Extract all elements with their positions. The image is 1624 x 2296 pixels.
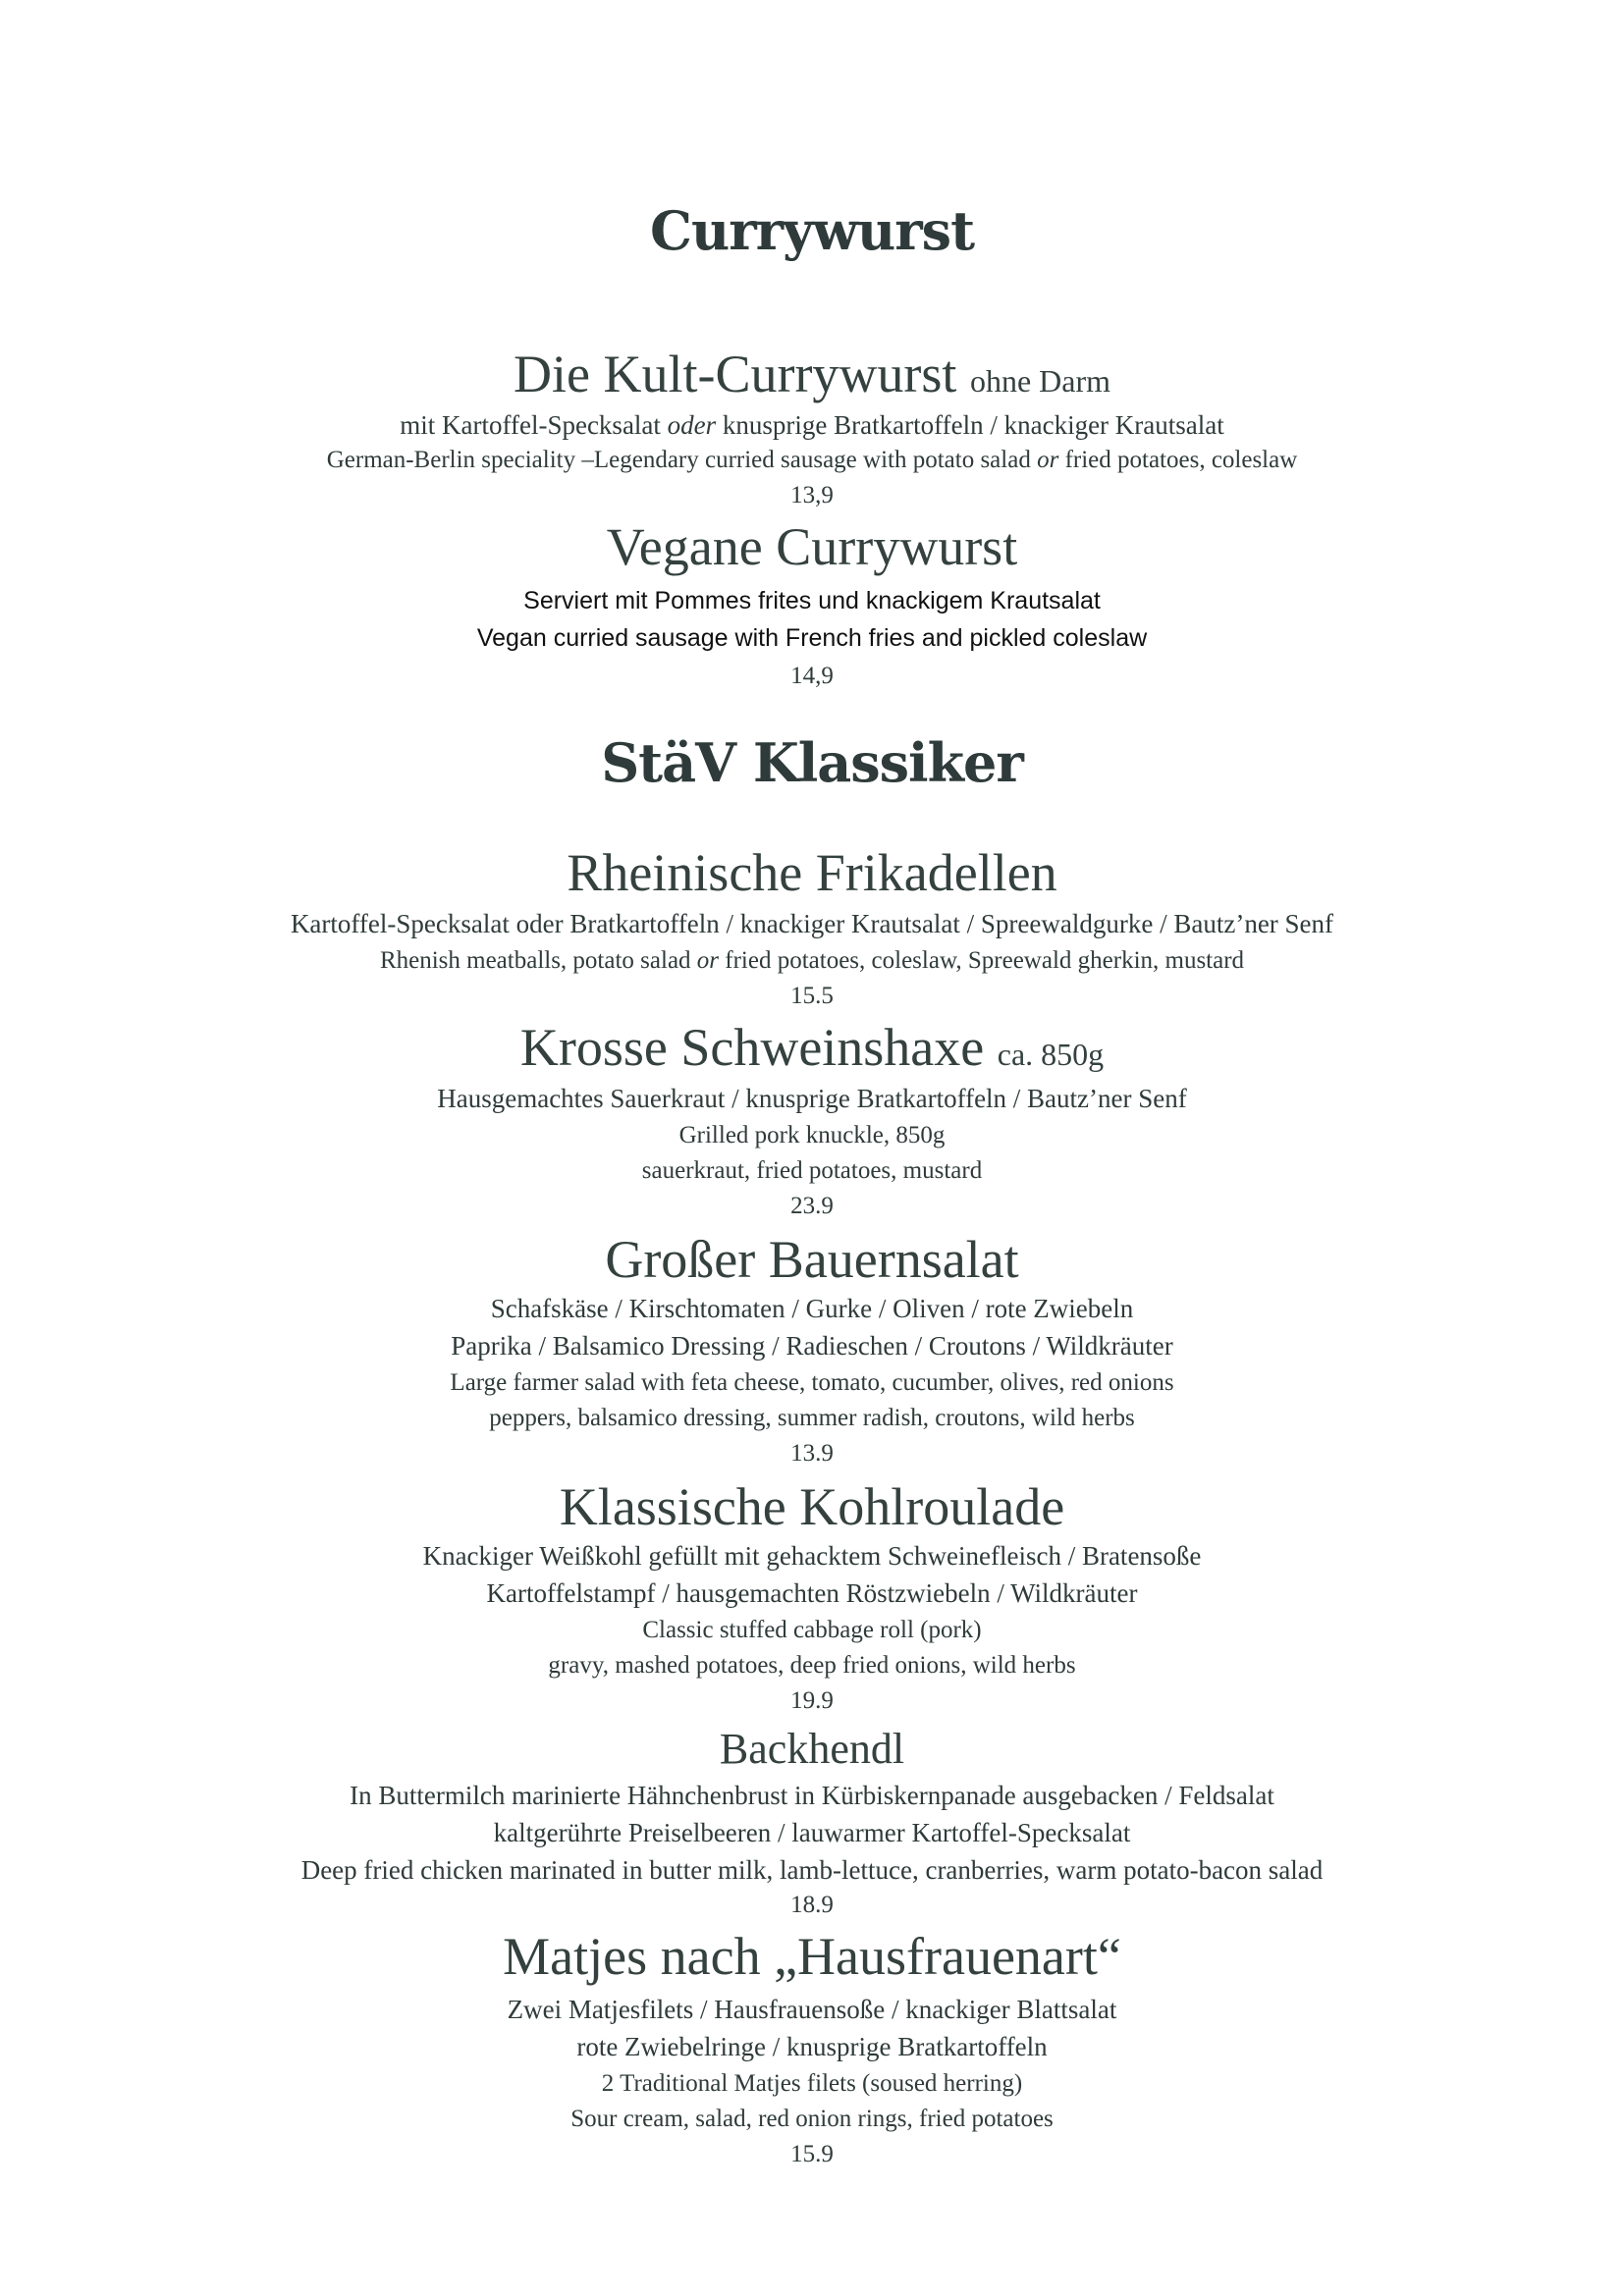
text-emphasis: oder xyxy=(667,410,717,440)
text-emphasis: or xyxy=(1037,447,1059,473)
dish-description-de: In Buttermilch marinierte Hähnchenbrust in Kürbiskernpanade ausgebacken / Feldsalat xyxy=(350,1781,1274,1810)
dish-description-de: Schafskäse / Kirschtomaten / Gurke / Oliven / rote Zwiebeln xyxy=(490,1294,1134,1323)
dish-name-vegane-currywurst: Vegane Currywurst xyxy=(606,517,1018,576)
dish-description-en: Sour cream, salad, red onion rings, fried potatoes xyxy=(570,2106,1054,2132)
dish-description-en: Classic stuffed cabbage roll (pork) xyxy=(642,1617,982,1643)
dish-price: 23.9 xyxy=(790,1193,834,1219)
text-part: German-Berlin speciality –Legendary curried sausage with potato salad xyxy=(326,447,1031,473)
dish-price: 13,9 xyxy=(790,482,834,508)
dish-name-kult-currywurst xyxy=(0,345,1624,403)
dish-description-en: Grilled pork knuckle, 850g xyxy=(678,1122,946,1148)
dish-description-en: peppers, balsamico dressing, summer radish, croutons, wild herbs xyxy=(489,1405,1135,1431)
dish-description-en: gravy, mashed potatoes, deep fried onions, wild herbs xyxy=(548,1652,1076,1679)
dish-price: 14,9 xyxy=(790,663,834,689)
text-part: Rhenish meatballs, potato salad xyxy=(379,947,691,974)
dish-description-en: Deep fried chicken marinated in butter milk, lamb-lettuce, cranberries, warm potato-bacon salad xyxy=(300,1855,1324,1885)
dish-description-de: Knackiger Weißkohl gefüllt mit gehacktem Schweinefleisch / Bratensoße xyxy=(422,1541,1202,1571)
dish-description-en: Vegan curried sausage with French fries and pickled coleslaw xyxy=(476,624,1148,652)
dish-name-matjes: Matjes nach „Hausfrauenart“ xyxy=(503,1927,1121,1986)
dish-price: 15.5 xyxy=(790,983,834,1009)
dish-note: ohne Darm xyxy=(969,363,1110,399)
text-part: knusprige Bratkartoffeln / knackiger Krautsalat xyxy=(722,410,1224,440)
dish-name-schweinshaxe xyxy=(0,1018,1624,1077)
dish-name-frikadellen: Rheinische Frikadellen xyxy=(567,843,1057,902)
dish-description-en xyxy=(0,948,1624,973)
dish-description-de: Zwei Matjesfilets / Hausfrauensoße / knackiger Blattsalat xyxy=(507,1995,1117,2024)
dish-price: 19.9 xyxy=(790,1687,834,1714)
dish-name-kohlroulade: Klassische Kohlroulade xyxy=(559,1477,1065,1536)
text-part: fried potatoes, coleslaw xyxy=(1064,447,1298,473)
dish-description-en: 2 Traditional Matjes filets (soused herring) xyxy=(601,2070,1023,2097)
dish-description-en xyxy=(0,448,1624,472)
dish-description-de: Paprika / Balsamico Dressing / Radieschen / Croutons / Wildkräuter xyxy=(451,1331,1173,1361)
dish-description-de: Hausgemachtes Sauerkraut / knusprige Bratkartoffeln / Bautz’ner Senf xyxy=(437,1084,1187,1113)
dish-description-de: Kartoffel-Specksalat oder Bratkartoffeln / knackiger Krautsalat / Spreewaldgurke / Bautz’ner Senf xyxy=(290,909,1334,938)
dish-description-de: Serviert mit Pommes frites und knackigem Krautsalat xyxy=(523,587,1101,614)
text-part: mit Kartoffel-Specksalat xyxy=(400,410,661,440)
dish-description-de: kaltgerührte Preiselbeeren / lauwarmer Kartoffel-Specksalat xyxy=(493,1818,1131,1847)
section-title-klassiker: StäV Klassiker xyxy=(601,731,1023,794)
dish-price: 18.9 xyxy=(790,1892,834,1918)
dish-description-de: Kartoffelstampf / hausgemachten Röstzwiebeln / Wildkräuter xyxy=(486,1578,1138,1608)
dish-name-bauernsalat: Großer Bauernsalat xyxy=(605,1230,1019,1289)
dish-description-de: rote Zwiebelringe / knusprige Bratkartoffeln xyxy=(576,2032,1048,2061)
section-title-currywurst: Currywurst xyxy=(649,199,975,262)
dish-name-backhendl: Backhendl xyxy=(719,1725,905,1773)
dish-description-en: Large farmer salad with feta cheese, tomato, cucumber, olives, red onions xyxy=(450,1369,1174,1396)
dish-title: Die Kult-Currywurst xyxy=(514,345,957,403)
text-part: fried potatoes, coleslaw, Spreewald gherkin, mustard xyxy=(725,947,1245,974)
dish-title: Krosse Schweinshaxe xyxy=(519,1018,985,1077)
dish-description-de xyxy=(0,412,1624,439)
dish-note: ca. 850g xyxy=(997,1037,1105,1072)
text-emphasis: or xyxy=(696,947,720,974)
dish-description-en: sauerkraut, fried potatoes, mustard xyxy=(641,1157,983,1184)
dish-price: 15.9 xyxy=(790,2141,834,2167)
dish-price: 13.9 xyxy=(790,1440,834,1467)
